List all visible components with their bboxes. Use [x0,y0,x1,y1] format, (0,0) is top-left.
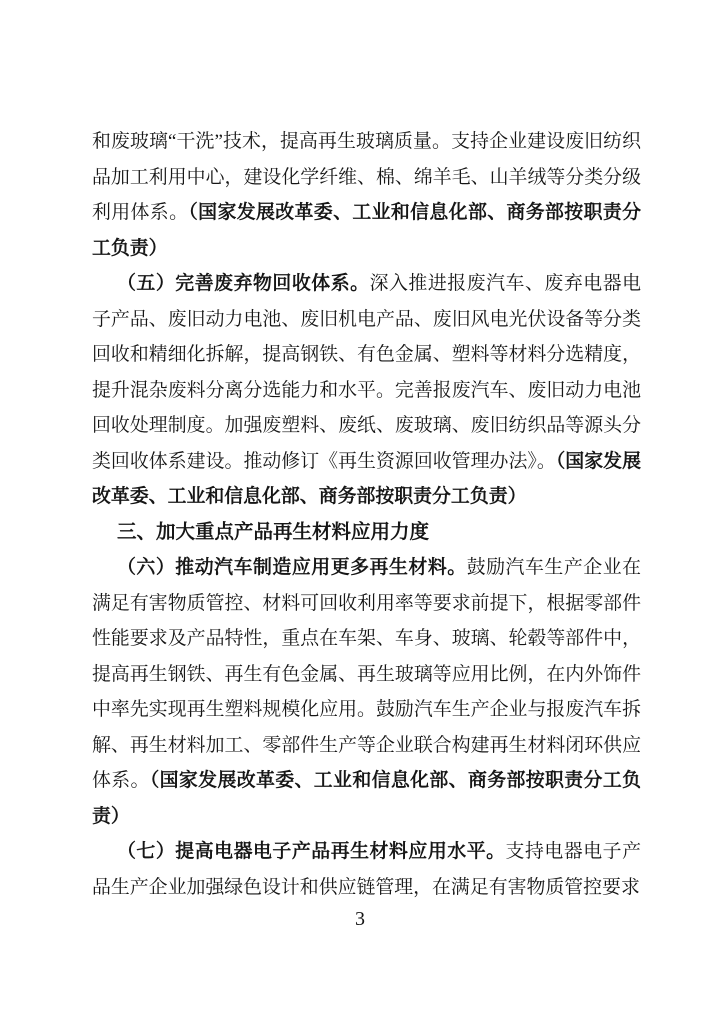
paragraph-item-5 [92,266,641,515]
paragraph-text: 深入推进报废汽车、废弃电器电子产品、废旧动力电池、废旧机电产品、废旧风电光伏设备等分类回收和精细化拆解，提高钢铁、有色金属、塑料等材料分选精度，提升混杂废料分离分选能力和水平。完善报废汽车、废旧动力电池回收处理制度。加强废塑料、废纸、废玻璃、废旧纺织品等源头分类回收体系建设。推动修订《再生资源回收管理办法》。 [92,273,642,472]
paragraph-text: 和废玻璃“干洗”技术，提高再生玻璃质量。支持企业建设废旧纺织品加工利用中心，建设化学纤维、棉、绵羊毛、山羊绒等分类分级利用体系。 [92,131,641,223]
clause-lead: （五）完善废弃物回收体系。 [117,273,370,294]
clause-lead: （六）推动汽车制造应用更多再生材料。 [117,557,467,578]
page-number: 3 [355,908,365,930]
paragraph-item-7 [92,834,641,905]
document-body [92,124,641,905]
paragraph-item-6 [92,550,641,834]
section-heading: 三、加大重点产品再生材料应用力度 [117,520,430,543]
paragraph-text: 支持电器电子产品生产企业加强绿色设计和供应链管理，在满足有害物质管控要求 [92,841,642,898]
clause-lead: （七）提高电器电子产品再生材料应用水平。 [117,841,506,862]
responsibility-annotation: （国家发展改革委、工业和信息化部、商务部按职责分工负责） [92,770,641,827]
responsibility-annotation: （国家发展改革委、工业和信息化部、商务部按职责分工负责） [92,202,641,259]
responsibility-annotation: （国家发展改革委、工业和信息化部、商务部按职责分工负责） [92,450,641,507]
paragraph-text: 鼓励汽车生产企业在满足有害物质管控、材料可回收利用率等要求前提下，根据零部件性能要求及产品特性，重点在车架、车身、玻璃、轮毂等部件中，提高再生钢铁、再生有色金属、再生玻璃等应用比例，在内外饰件中率先实现再生塑料规模化应用。鼓励汽车生产企业与报废汽车拆解、再生材料加工、零部件生产等企业联合构建再生材料闭环供应体系。 [92,557,642,791]
paragraph-continuation [92,124,641,266]
